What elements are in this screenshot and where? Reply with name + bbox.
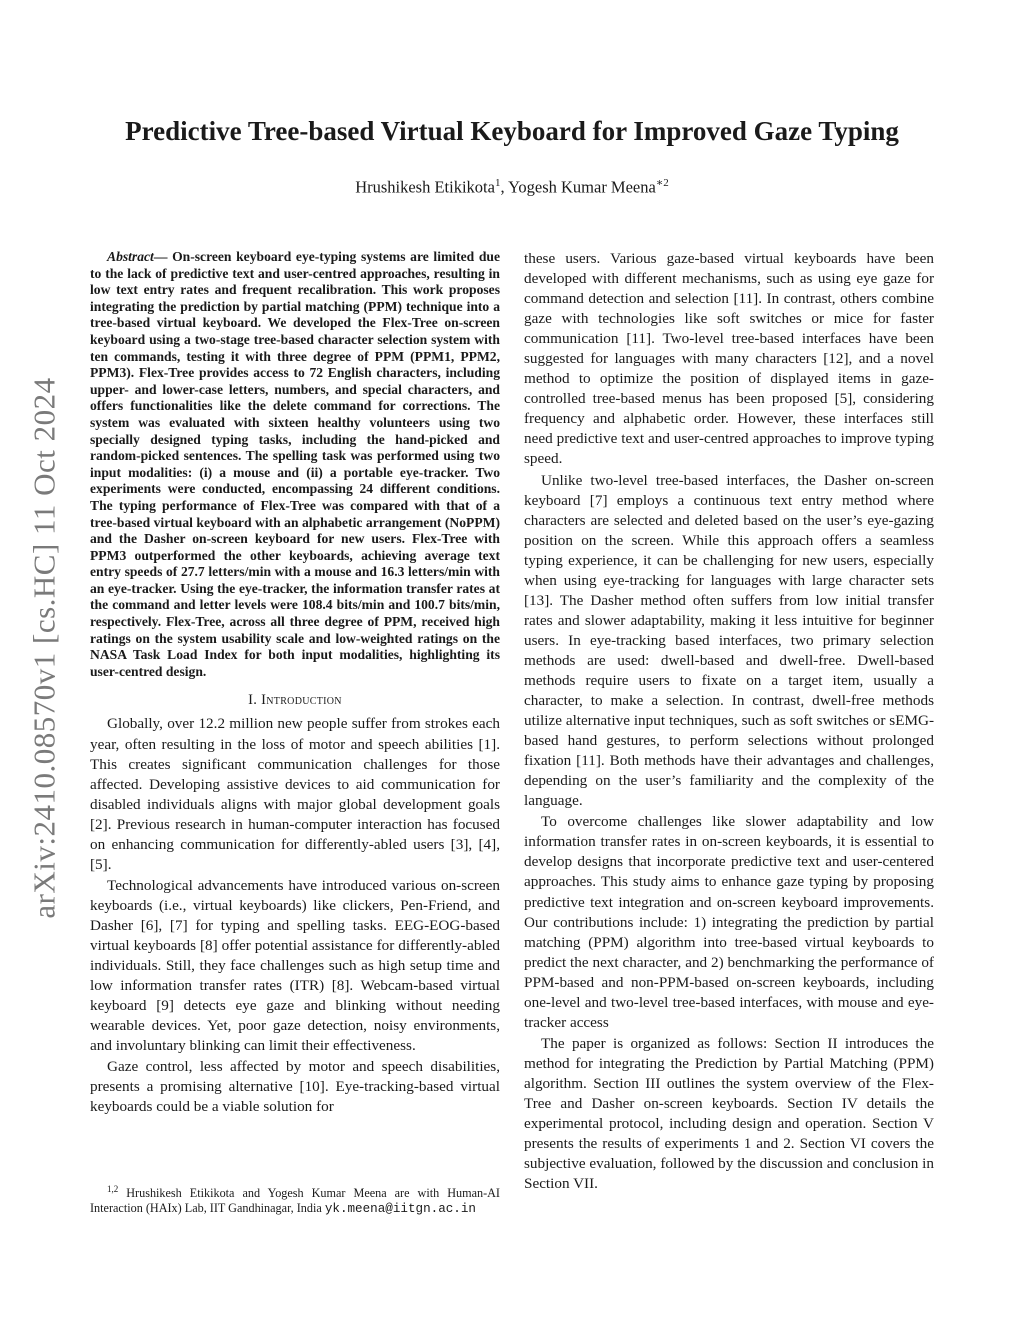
section-number: I. bbox=[248, 692, 262, 709]
abstract-text: On-screen keyboard eye-typing systems are limited due to the lack of predictive text and user-centred approaches, resulting in low text entry rates and frequent recalibration. This work proposes integrating the prediction by partial matching (PPM) technique into a tree-based virtual keyboard. We developed the Flex-Tree on-screen keyboard using a two-stage tree-based character selection system with ten commands, testing it with three degree of PPM (PPM1, PPM2, PPM3). Flex-Tree provides access to 72 English characters, including upper- and lower-case letters, numbers, and special characters, and offers functionalities like the delete command for corrections. The system was evaluated with sixteen healthy volunteers using two specially designed typing tasks, including the hand-picked and random-picked sentences. The spelling task was performed using two input modalities: (i) a mouse and (ii) a portable eye-tracker. Two experiments were conducted, encompassing 24 different conditions. The typing performance of Flex-Tree was compared with that of a tree-based virtual keyboard with an alphabetic arrangement (NoPPM) and the Dasher on-screen keyboard for new users. Flex-Tree with PPM3 outperformed the other keyboards, achieving average text entry speeds of 27.7 letters/min with a mouse and 16.3 letters/min with an eye-tracker. Using the eye-tracker, the information transfer rates at the command and letter levels were 108.4 bits/min and 100.7 bits/min, respectively. Flex-Tree, across all three degree of PPM, received high ratings on the system usability scale and low-weighted ratings on the NASA Task Load Index for both input modalities, highlighting its user-centred design. bbox=[90, 249, 500, 679]
section-title: Introduction bbox=[261, 692, 342, 709]
body-paragraph: Technological advancements have introduced various on-screen keyboards (i.e., virtual keyboards) like clickers, Pen-Friend, and Dasher [6], [7] for typing and spelling tasks. EEG-EOG-based virtual keyboards [8] offer potential assistance for differently-abled individuals. Still, they face challenges such as high setup time and low information transfer rates (ITR) [8]. Webcam-based virtual keyboard [9] detects eye gaze and blinking without needing wearable devices. Yet, poor gaze detection, noisy environments, and involuntary blinking can limit their effectiveness. bbox=[90, 876, 500, 1055]
author-affiliation-mark: 1 bbox=[494, 177, 501, 189]
author-line bbox=[90, 176, 934, 198]
footnote-mark: 1,2 bbox=[107, 1184, 119, 1194]
affiliation-footnote bbox=[90, 1182, 500, 1218]
abstract-dash: — bbox=[153, 249, 173, 264]
body-paragraph: To overcome challenges like slower adaptability and low information transfer rates in on-screen keyboards, it is essential to develop designs that incorporate predictive text and user-centered approaches. This study aims to enhance gaze typing by proposing predictive text integration and on-screen keyboard improvements. Our contributions include: 1) integrating the prediction by partial matching (PPM) algorithm into tree-based virtual keyboards to predict the next character, and 2) benchmarking the performance of PPM-based and non-PPM-based on-screen keyboards, including one-level and two-level tree-based interfaces, with mouse and eye-tracker access bbox=[524, 813, 934, 1031]
author-name: Hrushikesh Etikikota bbox=[355, 177, 495, 197]
author-name: Yogesh Kumar Meena bbox=[508, 177, 656, 197]
body-paragraph: Gaze control, less affected by motor and speech disabilities, presents a promising alternative [10]. Eye-tracking-based virtual keyboards could be a viable solution for bbox=[90, 1058, 500, 1116]
arxiv-identifier-text: arXiv:2410.08570v1 [cs.HC] 11 Oct 2024 bbox=[27, 376, 62, 919]
right-column bbox=[524, 249, 934, 1194]
section-heading-introduction bbox=[90, 690, 500, 710]
body-paragraph: Globally, over 12.2 million new people suffer from strokes each year, often resulting in the loss of motor and speech abilities [1]. This creates significant communication challenges for those affected. Developing assistive devices to aid communication for disabled individuals aligns with major global development goals [2]. Previous research in human-computer interaction has focused on enhancing communication for differently-abled users [3], [4], [5]. bbox=[90, 715, 500, 873]
body-paragraph: The paper is organized as follows: Section II introduces the method for integrating the Prediction by Partial Matching (PPM) algorithm. Section III outlines the system overview of the Flex-Tree and Dasher on-screen keyboards. Section IV details the experimental protocol, including design and operation. Section V presents the results of experiments 1 and 2. Section VI covers the subjective evaluation, followed by the discussion and conclusion in Section VII. bbox=[524, 1034, 934, 1193]
abstract-label: Abstract bbox=[107, 249, 154, 264]
abstract bbox=[90, 249, 500, 680]
paper-title: Predictive Tree-based Virtual Keyboard for Improved Gaze Typing bbox=[125, 116, 899, 146]
body-paragraph: these users. Various gaze-based virtual keyboards have been developed with different mechanisms, such as using eye gaze for command detection and selection [11]. In contrast, others combine gaze with technologies like soft switches or mice for faster communication [11]. Two-level tree-based interfaces have been suggested for languages with many characters [12], and a novel method to optimize the position of displayed items in gaze-controlled tree-based menus has been proposed [5], considering frequency and alphabetic order. However, these interfaces still need predictive text and user-centred approaches to improve typing speed. bbox=[524, 250, 934, 468]
footnote-text: Hrushikesh Etikikota and Yogesh Kumar Meena are with Human-AI Interaction (HAIx) Lab, IIT Gandhinagar, India bbox=[90, 1186, 500, 1216]
left-column bbox=[90, 249, 500, 1117]
arxiv-identifier bbox=[22, 350, 68, 945]
author-affiliation-mark: ∗2 bbox=[655, 177, 669, 189]
body-paragraph: Unlike two-level tree-based interfaces, the Dasher on-screen keyboard [7] employs a continuous text entry method where characters are selected and deleted based on the user’s eye-gazing position on the screen. While this approach offers a seamless typing experience, it can be challenging for new users, especially when using eye-tracking for languages with large character sets [13]. The Dasher method often suffers from low initial transfer rates and slower adaptability, making it less intuitive for beginner users. In eye-tracking based interfaces, two primary selection methods are used: dwell-based and dwell-free. Dwell-based methods require users to fixate on a target item, usually a character, to make a selection. In contrast, dwell-free methods utilize alternative input techniques, such as soft switches or sEMG-based hand gestures, to perform selections without prolonged fixation [11]. Both methods have their advantages and challenges, depending on the user’s familiarity and the complexity of the language. bbox=[524, 471, 934, 810]
author-separator: , bbox=[500, 177, 509, 197]
footnote-email: yk.meena@iitgn.ac.in bbox=[324, 1202, 476, 1217]
